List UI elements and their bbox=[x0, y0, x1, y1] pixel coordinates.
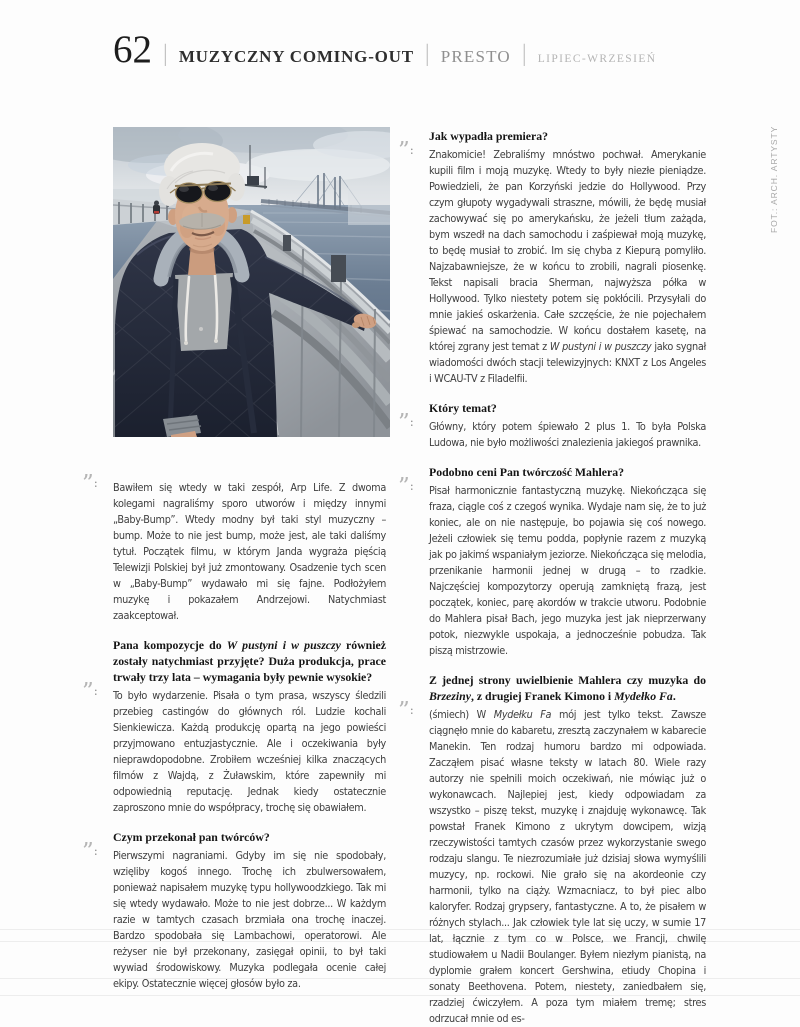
interview-answer bbox=[398, 410, 706, 451]
rail-post bbox=[331, 255, 346, 282]
question-text: Podobno ceni Pan twórczość Mahlera? bbox=[429, 465, 625, 479]
answer-text: (śmiech) W Mydełku Fa mój jest tylko tekst. Zawsze ciągnęło mnie do kabaretu, zresztą zaczynałem w kabarecie Manekin. Ten rodzaj humoru bardzo mi odpowiada. Zacząłem pisać własne teksty w latach 80. Wiele razy autorzy nie spełnili moich oczekiwań, nie mówiąc już o wykonawcach. Najlepiej jest, kiedy odpowiadam za wszystko – piszę tekst, muzykę i znajduję wykonawcę. Tak powstał Franek Kimono z ukrytym dowcipem, wizją rzeczywistości tamtych czasów przez wykorzystanie swego rodzaju slangu. Te niezrozumiałe już dzisiaj słowa wymyślili muzycy, np. rockowi. Nie grało się na akordeonie czy harmonii, tylko na ciąży. Wzmacniacz, to był piec albo kaloryfer. Rodzaj grypsery, fantastyczne. A to, że pisałem w różnych stylach... Jak człowiek tyle lat się uczy, w sumie 17 lat, łącznie z tym co w Polsce, we Francji, chwilę studiowałem u Nadii Boulanger. Byłem niezłym pianistą, na dyplomie grałem koncert Gershwina, etiudy Chopina i sonaty Beethovena. Potem, niestety, zaniedbałem się, rzadziej ćwiczyłem. A poza tym miałem tremę; stres odrzucał mnie od es- bbox=[429, 708, 706, 1025]
interview-question bbox=[113, 637, 386, 685]
magazine-name: PRESTO bbox=[440, 47, 511, 66]
interview-question bbox=[429, 128, 706, 144]
question-text: Pana kompozycje do W pustyni i w puszczy również zostały natychmiast przyjęte? Duża produkcja, prace trwały trzy lata – wymagania były pewnie wysokie? bbox=[113, 638, 386, 684]
interview-answer bbox=[82, 471, 386, 624]
yellow-marker bbox=[243, 215, 250, 224]
issue-date: LIPIEC-WRZESIEŃ bbox=[537, 53, 657, 65]
quote-mark-icon: ”: bbox=[398, 474, 414, 500]
zipper-pull bbox=[199, 327, 203, 331]
question-text: Który temat? bbox=[429, 401, 497, 415]
header-divider: | bbox=[424, 41, 430, 67]
interview-answer bbox=[398, 698, 706, 1027]
column-right bbox=[398, 128, 706, 1027]
question-text: Z jednej strony uwielbienie Mahlera czy muzyka do Brzeziny, z drugiej Franek Kimono i Mydełko Fa. bbox=[429, 673, 706, 703]
header-divider: | bbox=[163, 41, 168, 67]
quote-mark-icon: ”: bbox=[82, 471, 98, 497]
column-left bbox=[82, 471, 386, 992]
tshirt bbox=[175, 273, 233, 351]
interview-answer bbox=[398, 138, 706, 387]
rail-post bbox=[283, 235, 291, 251]
motorcyclist bbox=[153, 201, 160, 215]
question-text: Jak wypadła premiera? bbox=[429, 129, 549, 143]
interview-answer bbox=[82, 679, 386, 816]
answer-text: Bawiłem się wtedy w taki zespół, Arp Life. Z dwoma kolegami nagraliśmy sporo utworów i między innymi „Baby-Bump”. Wtedy modny był taki styl muzyczny – bump. Może to nie jest bump, może jest, ale taki daliśmy tytuł. Początek filmu, w którym Janda wygraża pięścią Telewizji Polskiej był już zmontowany. Osadzenie tych scen w „Baby-Bump” wydawało mi się fajne. Podłożyłem muzykę i pokazałem Andrzejowi. Natychmiast zaakceptował. bbox=[113, 481, 386, 622]
interview-answer bbox=[398, 474, 706, 659]
header-divider: | bbox=[521, 41, 527, 67]
quote-mark-icon: ”: bbox=[398, 698, 414, 724]
answer-text: Pisał harmonicznie fantastyczną muzykę. Niekończąca się fraza, ciągle coś z czegoś wynika. Wydaje nam się, że to już koniec, ale on nie następuje, bo pojawia się coś nowego. Jeżeli człowiek się temu podda, popłynie razem z muzyką jak po jakimś wspaniałym jeziorze. Niekończąca się melodia, przenikanie harmonii jednej w drugą – to rzadkie. Najczęściej kompozytorzy operują zamkniętą frazą, jest początek, koniec, parę akordów w trakcie utworu. Podobnie do Mahlera pisał Bach, jego muzyka jest jak nieprzerwany potok, niezwykle uspokaja, a jednocześnie pobudza. Tak piszą mistrzowie. bbox=[429, 484, 706, 657]
interview-question bbox=[113, 829, 386, 845]
interview-question bbox=[429, 400, 706, 416]
interview-question bbox=[429, 464, 706, 480]
bridge-photo-illustration bbox=[113, 127, 390, 437]
answer-text: Znakomicie! Zebraliśmy mnóstwo pochwał. Amerykanie kupili film i moją muzykę. Wtedy to były niezłe pieniądze. Powiedzieli, że pan Korzyński jedzie do Hollywood. Przy czym głupoty wygadywali straszne, mówili, że będę musiał zachowywać się po amerykańsku, że jeżeli tłum zażąda, bym wszedł na dach samochodu i zaśpiewał moją muzykę, to będę musiał to zrobić. Im się chyba z Kiepurą pomyliło. Najzabawniejsze, że w końcu to zrobili, nagrali piosenkę. Tekst napisali bracia Sherman, najwyższa półka w Hollywood. Tylko niestety potem się pokłócili. Przysyłali do mnie jakieś oskarżenia. Całe szczęście, że nie pojechałem śpiewać na samochodzie. W końcu dostałem kasetę, na której zgrany jest temat z W pustyni i w puszczy jako sygnał wiadomości dwóch stacji telewizyjnych: KNXT z Los Angeles i WCAU-TV z Filadelfii. bbox=[429, 148, 706, 385]
page-header bbox=[113, 30, 656, 69]
interview-answer bbox=[82, 839, 386, 992]
answer-text: Główny, który potem śpiewało 2 plus 1. To była Polska Ludowa, nie było możliwości znalezienia jakiegoś prawnika. bbox=[429, 420, 706, 449]
quote-mark-icon: ”: bbox=[398, 138, 414, 164]
quote-mark-icon: ”: bbox=[82, 839, 98, 865]
quote-mark-icon: ”: bbox=[82, 679, 98, 705]
answer-text: To było wydarzenie. Pisała o tym prasa, wszyscy śledzili przebieg castingów do głównych ról. Ludzie kochali Sienkiewicza. Każdą produkcję opartą na jego powieści przyjmowano entuzjastycznie. Ale i oczekiwania były nieprawdopodobne. Zrobiłem wcześniej kilka znaczących filmów z Wajdą, z Żuławskim, które zapewniły mi odpowiednią reputację. Jednak kiedy ostatecznie zaproszono mnie do współpracy, trochę się obawiałem. bbox=[113, 689, 386, 814]
photo-credit: FOT.: ARCH. ARTYSTY bbox=[769, 125, 779, 233]
quote-mark-icon: ”: bbox=[398, 410, 414, 436]
interview-question bbox=[429, 672, 706, 704]
artist-photo bbox=[113, 127, 390, 437]
page-number: 62 bbox=[113, 28, 152, 71]
answer-text: Pierwszymi nagraniami. Gdyby im się nie spodobały, wzięliby kogoś innego. Trochę ich zbulwersowałem, ponieważ napisałem muzykę typu hollywoodzkiego. Tak mi się wtedy wydawało. Może to nie jest dobrze... W każdym razie w tamtych czasach brzmiała ona trochę inaczej. Bardzo spodobała się Lambachowi, operatorowi. Ale reżyser nie był przekonany, zasięgał opinii, to był taki wywiad środowiskowy. Muzyka podlegała ocenie całej ekipy. Ostatecznie więcej głosów było za. bbox=[113, 849, 386, 990]
article-title: MUZYCZNY COMING-OUT bbox=[178, 47, 414, 66]
question-text: Czym przekonał pan twórców? bbox=[113, 830, 270, 844]
